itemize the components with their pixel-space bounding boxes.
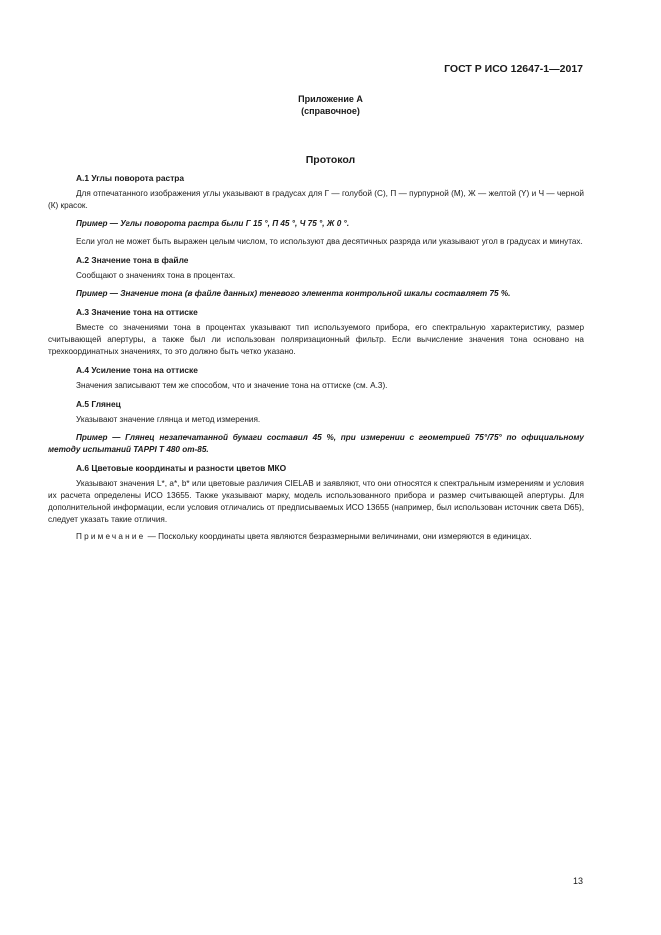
annex-title: Приложение А	[298, 94, 363, 104]
example-a1: Пример — Углы поворота растра были Г 15 °, П 45 °, Ч 75 °, Ж 0 °.	[76, 219, 350, 228]
paragraph-a6-1: Указывают значения L*, a*, b* или цветовые различия CIELAB и заявляют, что они относятся к спектральным измерениям и условия их расчета определены ИСО 13655. Также указывают марку, модель использованного прибора и размер считывающей апертуры. Для дополнительной информации, если условия отличались от предписываемых ИСО 13655 (например, был использован источник света D65), следует указать такие отличия.	[48, 479, 584, 524]
paragraph-a3-1: Вместе со значениями тона в процентах указывают тип используемого прибора, его спектральную характеристику, размер считывающей апертуры, а также был ли использован поляризационный фильтр. Если вычисление значения тона основано на трехкоординатных значениях, то это должно быть четко указано.	[48, 323, 584, 356]
section-title: Протокол	[305, 154, 356, 166]
annex-subtitle: (справочное)	[301, 106, 360, 116]
heading-a4: А.4 Усиление тона на оттиске	[76, 365, 198, 375]
document-body	[48, 172, 584, 548]
note	[48, 531, 584, 543]
standard-designation: ГОСТ Р ИСО 12647-1—2017	[444, 63, 583, 75]
paragraph-a1-1: Для отпечатанного изображения углы указывают в градусах для Г — голубой (С), П — пурпурной (М), Ж — желтой (Y) и Ч — черной (К) красок.	[48, 189, 584, 210]
heading-a6: А.6 Цветовые координаты и разности цветов МКО	[76, 463, 287, 473]
paragraph-a1-2: Если угол не может быть выражен целым числом, то используют два десятичных разряда или указывают угол в градусах и минутах.	[76, 237, 583, 246]
heading-a2: А.2 Значение тона в файле	[76, 255, 189, 265]
paragraph-a4-1: Значения записывают тем же способом, что и значение тона на оттиске (см. А.3).	[76, 381, 388, 390]
paragraph-a5-1: Указывают значение глянца и метод измерения.	[76, 415, 261, 424]
note-text: — Поскольку координаты цвета являются безразмерными величинами, они измеряются в единицах.	[145, 532, 532, 541]
note-label: Примечание	[76, 532, 146, 541]
example-a5: Пример — Глянец незапечатанной бумаги составил 45 %, при измерении с геометрией 75°/75° по официальному методу испытаний TAPPI Т 480 om-85.	[48, 433, 584, 454]
heading-a3: А.3 Значение тона на оттиске	[76, 307, 198, 317]
heading-a1: А.1 Углы поворота растра	[76, 173, 185, 183]
page-number: 13	[572, 876, 583, 886]
paragraph-a2-1: Сообщают о значениях тона в процентах.	[76, 271, 236, 280]
example-a2: Пример — Значение тона (в файле данных) теневого элемента контрольной шкалы составляет 75 %.	[76, 289, 511, 298]
heading-a5: А.5 Глянец	[76, 399, 121, 409]
annex-heading	[0, 93, 661, 117]
